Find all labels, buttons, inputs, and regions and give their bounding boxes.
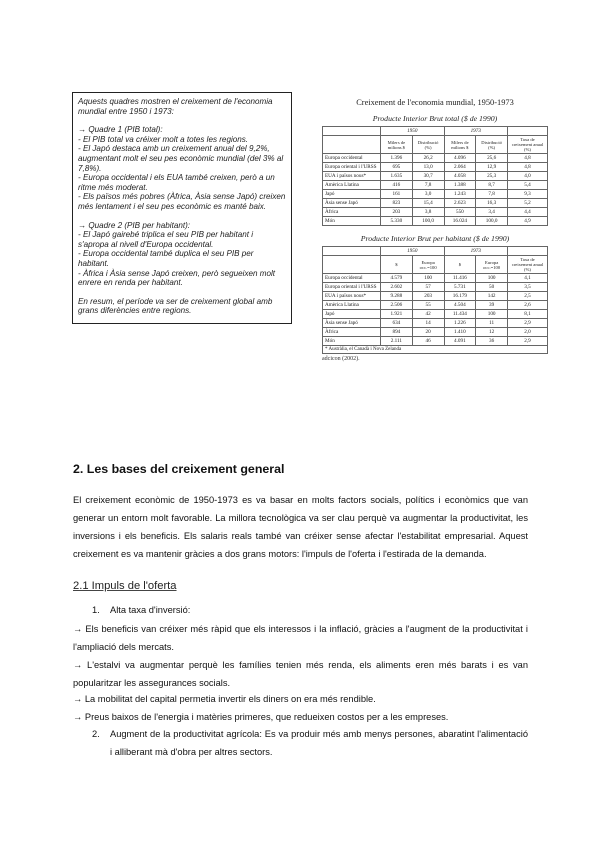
value-cell: 2.111 xyxy=(381,337,413,346)
value-cell: 634 xyxy=(381,319,413,328)
note-intro: Aquests quadres mostren el creixement de l'economia mundial entre 1950 i 1973: xyxy=(78,97,273,116)
value-cell: 1.921 xyxy=(381,310,413,319)
list-item-number: 2. xyxy=(92,729,100,739)
column-header: Distribució (%) xyxy=(476,136,508,154)
value-cell: 8,7 xyxy=(476,181,508,190)
value-cell: 25,3 xyxy=(476,172,508,181)
value-cell: 50 xyxy=(476,283,508,292)
note-q1-line: - El PIB total va créixer molt a totes les regions. xyxy=(78,134,249,144)
value-cell: 16.179 xyxy=(444,292,476,301)
value-cell: 1.243 xyxy=(444,190,476,199)
value-cell: 12 xyxy=(476,328,508,337)
table-row xyxy=(323,310,548,319)
value-cell: 7,8 xyxy=(412,181,444,190)
table-corner-cell xyxy=(508,127,548,136)
year-header: 1950 xyxy=(381,247,445,256)
value-cell: 57 xyxy=(412,283,444,292)
region-cell: Món xyxy=(323,217,381,226)
gdp-per-capita-table xyxy=(322,246,548,346)
note-q2-line: - Europa occidental també duplica el seu PIB per habitant. xyxy=(78,249,254,268)
region-cell: EUA i països nous* xyxy=(323,172,381,181)
column-header: Taxa de creixement anual (%) xyxy=(508,256,548,274)
section-heading: 2. Les bases del creixement general xyxy=(73,462,285,476)
value-cell: 11.434 xyxy=(444,310,476,319)
table-corner-cell xyxy=(323,136,381,154)
value-cell: 4.579 xyxy=(381,274,413,283)
year-header: 1973 xyxy=(444,247,508,256)
column-header: Europa occ.=100 xyxy=(412,256,444,274)
year-header: 1973 xyxy=(444,127,508,136)
value-cell: 2,6 xyxy=(508,301,548,310)
column-header: Milers de milions $ xyxy=(444,136,476,154)
value-cell: 2,5 xyxy=(508,292,548,301)
summary-note-box xyxy=(72,92,292,324)
region-cell: EUA i països nous* xyxy=(323,292,381,301)
value-cell: 7,8 xyxy=(476,190,508,199)
value-cell: 55 xyxy=(412,301,444,310)
value-cell: 1.388 xyxy=(444,181,476,190)
arrow-point: → La mobilitat del capital permetia invertir els diners on era més rendible. xyxy=(73,694,376,704)
value-cell: 4.091 xyxy=(444,337,476,346)
value-cell: 4.096 xyxy=(444,154,476,163)
value-cell: 12,9 xyxy=(476,163,508,172)
value-cell: 9.288 xyxy=(381,292,413,301)
value-cell: 4.058 xyxy=(444,172,476,181)
value-cell: 416 xyxy=(381,181,413,190)
region-cell: Amèrica Llatina xyxy=(323,301,381,310)
value-cell: 2.623 xyxy=(444,199,476,208)
value-cell: 16,3 xyxy=(476,199,508,208)
value-cell: 5.731 xyxy=(444,283,476,292)
value-cell: 100 xyxy=(476,310,508,319)
table-row xyxy=(323,283,548,292)
value-cell: 2.602 xyxy=(381,283,413,292)
region-cell: Japó xyxy=(323,310,381,319)
value-cell: 36 xyxy=(476,337,508,346)
region-cell: Món xyxy=(323,337,381,346)
region-cell: Àsia sense Japó xyxy=(323,199,381,208)
column-header: $ xyxy=(381,256,413,274)
section-paragraph: El creixement econòmic de 1950-1973 es va basar en molts factors socials, polítics i econòmics que van generar un entorn molt favorable. La millora tecnològica va ser clau perquè va augmentar la productivitat, les inversions i els beneficis. Els salaris reals també van créixer sense afectar l'estabilitat empresarial. Aquest creixement es va mantenir gràcies a dos grans motors: l'impuls de l'oferta i l'estirada de la demanda. xyxy=(73,495,528,559)
region-cell: Europa oriental i l'URSS xyxy=(323,283,381,292)
list-item-text: Augment de la productivitat agrícola: Es va produir més amb menys persones, abaratint l'alimentació i alliberant mà d'obra per altres sectors. xyxy=(110,729,528,757)
table-footnote: * Austràlia, el Canadà i Nova Zelanda xyxy=(322,346,548,354)
table-corner-cell xyxy=(323,256,381,274)
value-cell: 1.396 xyxy=(381,154,413,163)
arrow-point: → Preus baixos de l'energia i matèries primeres, que redueixen costos per a les empreses. xyxy=(73,712,449,722)
value-cell: 11.416 xyxy=(444,274,476,283)
value-cell: 161 xyxy=(381,190,413,199)
value-cell: 3,5 xyxy=(508,283,548,292)
figure-title: Creixement de l'economia mundial, 1950-1973 xyxy=(356,98,514,107)
note-q2-line: - El Japó gairebé triplica el seu PIB per habitant i s'apropa al nivell d'Europa occidental. xyxy=(78,230,254,249)
table-corner-cell xyxy=(508,247,548,256)
value-cell: 4,9 xyxy=(508,217,548,226)
column-header: Distribució (%) xyxy=(412,136,444,154)
value-cell: 20 xyxy=(412,328,444,337)
region-cell: Amèrica Llatina xyxy=(323,181,381,190)
table-row xyxy=(323,217,548,226)
note-q2-line: - Àfrica i Àsia sense Japó creixen, però segueixen molt enrere en renda per habitant. xyxy=(78,268,276,288)
list-item-number: 1. xyxy=(92,605,100,615)
region-cell: Àfrica xyxy=(323,208,381,217)
value-cell: 695 xyxy=(381,163,413,172)
value-cell: 2,9 xyxy=(508,337,548,346)
column-header: Taxa de creixement anual (%) xyxy=(508,136,548,154)
value-cell: 2,0 xyxy=(508,328,548,337)
value-cell: 100 xyxy=(476,274,508,283)
table-row xyxy=(323,181,548,190)
value-cell: 26,2 xyxy=(412,154,444,163)
value-cell: 203 xyxy=(381,208,413,217)
value-cell: 2,9 xyxy=(508,319,548,328)
table-row xyxy=(323,163,548,172)
table2-title: Producte Interior Brut per habitant ($ de 1990) xyxy=(360,234,510,243)
column-header: $ xyxy=(444,256,476,274)
table-row xyxy=(323,337,548,346)
region-cell: Àfrica xyxy=(323,328,381,337)
value-cell: 5,4 xyxy=(508,181,548,190)
value-cell: 142 xyxy=(476,292,508,301)
value-cell: 46 xyxy=(412,337,444,346)
table-row xyxy=(323,301,548,310)
arrow-point: → Els beneficis van créixer més ràpid que els interessos i la inflació, gràcies a l'augment de la productivitat i l'ampliació dels mercats. xyxy=(73,624,528,652)
value-cell: 4,0 xyxy=(508,172,548,181)
value-cell: 3,4 xyxy=(476,208,508,217)
table-row xyxy=(323,208,548,217)
value-cell: 823 xyxy=(381,199,413,208)
note-q1-line: - Els països més pobres (Àfrica, Àsia sense Japó) creixen més lentament i el seu pes econòmic es manté baix. xyxy=(78,192,286,211)
column-header: Europa occ.=100 xyxy=(476,256,508,274)
year-header: 1950 xyxy=(381,127,445,136)
region-cell: Europa occidental xyxy=(323,154,381,163)
table-row xyxy=(323,319,548,328)
table-row xyxy=(323,199,548,208)
value-cell: 100 xyxy=(412,274,444,283)
note-q1-title: → Quadre 1 (PIB total): xyxy=(78,125,163,135)
value-cell: 4.504 xyxy=(444,301,476,310)
column-header: Milers de milions $ xyxy=(381,136,413,154)
table-row xyxy=(323,274,548,283)
value-cell: 2.064 xyxy=(444,163,476,172)
value-cell: 3,8 xyxy=(412,208,444,217)
note-summary: En resum, el període va ser de creixement global amb grans diferències entre regions. xyxy=(78,296,273,316)
value-cell: 5,2 xyxy=(508,199,548,208)
table-row xyxy=(323,328,548,337)
value-cell: 2.506 xyxy=(381,301,413,310)
value-cell: 42 xyxy=(412,310,444,319)
value-cell: 550 xyxy=(444,208,476,217)
value-cell: 11 xyxy=(476,319,508,328)
value-cell: 203 xyxy=(412,292,444,301)
table-row xyxy=(323,292,548,301)
value-cell: 25,6 xyxy=(476,154,508,163)
value-cell: 39 xyxy=(476,301,508,310)
region-cell: Europa oriental i l'URSS xyxy=(323,163,381,172)
figure-source-caption: adcicon (2002). xyxy=(322,356,360,362)
value-cell: 4,8 xyxy=(508,163,548,172)
gdp-total-table xyxy=(322,126,548,226)
value-cell: 30,7 xyxy=(412,172,444,181)
value-cell: 8,1 xyxy=(508,310,548,319)
value-cell: 100,0 xyxy=(412,217,444,226)
value-cell: 15,4 xyxy=(412,199,444,208)
value-cell: 1.410 xyxy=(444,328,476,337)
value-cell: 1.635 xyxy=(381,172,413,181)
table-corner-cell xyxy=(323,247,381,256)
note-q2-title: → Quadre 2 (PIB per habitant): xyxy=(78,220,191,230)
note-q1-line: - El Japó destaca amb un creixement anual del 9,2%, augmentant molt el seu pes econòmic mundial (del 3% al 7,8%). xyxy=(78,144,284,173)
region-cell: Japó xyxy=(323,190,381,199)
value-cell: 16.024 xyxy=(444,217,476,226)
value-cell: 100,0 xyxy=(476,217,508,226)
economy-growth-figure xyxy=(322,98,548,362)
note-q1-line: - Europa occidental i els EUA també creixen, però a un ritme més moderat. xyxy=(78,173,275,192)
value-cell: 5.330 xyxy=(381,217,413,226)
arrow-point: → L'estalvi va augmentar perquè les famílies tenien més renda, els aliments eren més barats i es van popularitzar les assegurances socials. xyxy=(73,660,528,688)
value-cell: 1.226 xyxy=(444,319,476,328)
region-cell: Europa occidental xyxy=(323,274,381,283)
table-row xyxy=(323,172,548,181)
list-item-label: Alta taxa d'inversió: xyxy=(110,605,191,615)
value-cell: 4,4 xyxy=(508,208,548,217)
subsection-heading: 2.1 Impuls de l'oferta xyxy=(73,580,177,592)
table-corner-cell xyxy=(323,127,381,136)
value-cell: 13,0 xyxy=(412,163,444,172)
value-cell: 9,3 xyxy=(508,190,548,199)
value-cell: 14 xyxy=(412,319,444,328)
table-row xyxy=(323,154,548,163)
value-cell: 894 xyxy=(381,328,413,337)
table-row xyxy=(323,190,548,199)
value-cell: 3,0 xyxy=(412,190,444,199)
value-cell: 4,8 xyxy=(508,154,548,163)
value-cell: 4,1 xyxy=(508,274,548,283)
table1-title: Producte Interior Brut total ($ de 1990) xyxy=(372,114,498,123)
region-cell: Àsia sense Japó xyxy=(323,319,381,328)
